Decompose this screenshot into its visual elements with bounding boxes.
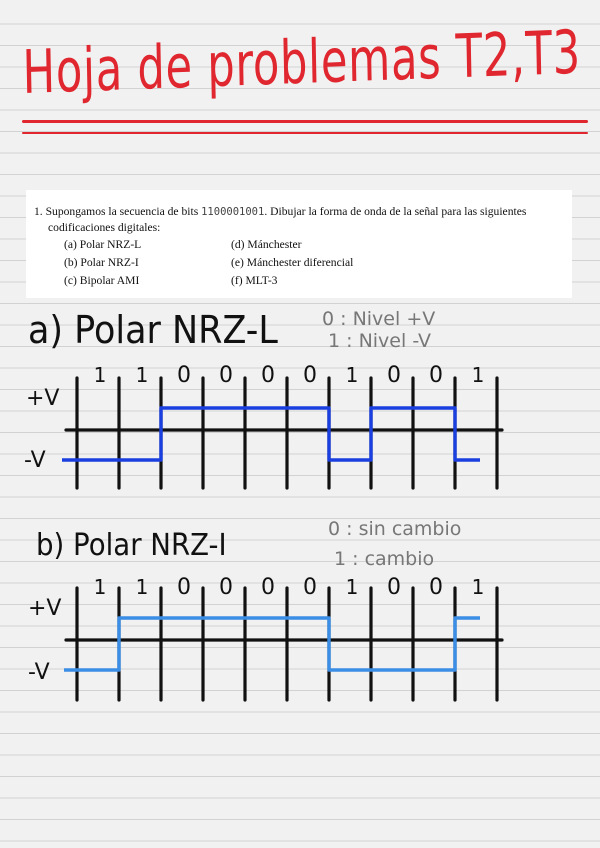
- section-a-neg-label: -V: [24, 448, 46, 473]
- page-title: Hoja de problemas T2,T3: [22, 17, 582, 108]
- section-a-legend-1: 1 : Nivel -V: [328, 330, 432, 352]
- option-e: (e) Mánchester diferencial: [231, 256, 354, 269]
- section-a-heading: a) Polar NRZ-L: [28, 308, 278, 352]
- bit-label: 0: [387, 575, 401, 600]
- bit-label: 1: [345, 363, 359, 387]
- bit-label: 0: [177, 575, 191, 600]
- signal-waveform: [64, 618, 480, 670]
- encoding-options: [34, 237, 564, 291]
- title-underline-2: [22, 132, 588, 134]
- section-a-legend-0: 0 : Nivel +V: [322, 308, 436, 330]
- bit-label: 1: [93, 363, 107, 387]
- section-a-pos-label: +V: [26, 386, 60, 411]
- option-b: (b) Polar NRZ-I: [64, 256, 139, 269]
- section-b-timing-diagram: [0, 570, 600, 720]
- section-b-neg-label: -V: [28, 660, 50, 685]
- bit-label: 1: [471, 363, 485, 387]
- bit-label: 0: [219, 363, 233, 388]
- bit-label: 0: [429, 575, 443, 600]
- bit-label: 0: [261, 575, 275, 600]
- bit-label: 0: [219, 575, 233, 600]
- bit-label: 0: [303, 363, 317, 388]
- bit-label: 1: [93, 575, 107, 599]
- bit-label: 1: [345, 575, 359, 599]
- option-a: (a) Polar NRZ-L: [64, 238, 142, 251]
- bit-sequence: 1100001001: [201, 206, 265, 218]
- title-underline-1: [22, 120, 588, 123]
- problem-statement-box: [26, 190, 572, 298]
- option-c: (c) Bipolar AMI: [64, 274, 140, 287]
- problem-intro-line2: codificaciones digitales:: [48, 221, 161, 234]
- section-b-pos-label: +V: [28, 596, 62, 621]
- signal-waveform: [62, 408, 480, 460]
- option-d: (d) Mánchester: [231, 238, 302, 251]
- bit-label: 0: [429, 363, 443, 388]
- section-b-legend-0: 0 : sin cambio: [328, 518, 462, 540]
- bit-label: 1: [135, 575, 149, 599]
- section-b-heading: b) Polar NRZ-I: [36, 528, 227, 563]
- bit-label: 0: [303, 575, 317, 600]
- bit-label: 0: [387, 363, 401, 388]
- section-a-timing-diagram: [0, 360, 600, 500]
- bit-label: 0: [261, 363, 275, 388]
- problem-intro: 1. Supongamos la secuencia de bits 1100001001. Dibujar la forma de onda de la señal para las siguientes: [34, 205, 527, 218]
- option-f: (f) MLT-3: [231, 274, 278, 287]
- bit-label: 1: [135, 363, 149, 387]
- bit-label: 1: [471, 575, 485, 599]
- section-b-legend-1: 1 : cambio: [334, 548, 435, 570]
- bit-label: 0: [177, 363, 191, 388]
